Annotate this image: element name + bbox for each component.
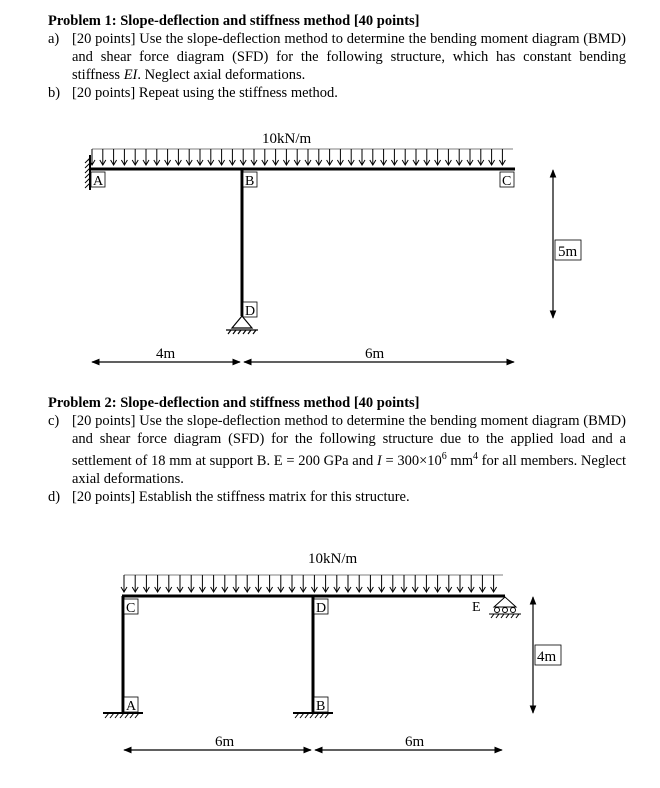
fig2-load-label: 10kN/m: [308, 551, 358, 567]
part-c-eq: = 300×10: [381, 452, 442, 469]
part-c-text-end: for all members. Neglect axial deformations.: [72, 452, 627, 487]
fig2-roller-support-e: [489, 597, 521, 618]
fig2-node-a-text: A: [126, 699, 137, 714]
fig1-span-bc-label: 6m: [365, 346, 385, 362]
fig2-fixed-support-a: [103, 713, 143, 718]
part-d-text: [20 points] Establish the stiffness matrix for this structure.: [72, 488, 410, 505]
part-d-label: d): [48, 488, 61, 505]
fig1-node-a-text: A: [93, 174, 104, 189]
fig2-node-label-a: [124, 697, 138, 714]
fig2-node-label-d: [314, 599, 328, 616]
fig2-node-label-e: [472, 600, 481, 615]
fig1-node-d-text: D: [245, 304, 256, 319]
fig1-height-text: 5m: [558, 244, 578, 260]
fig2-height-text: 4m: [537, 649, 557, 665]
fig1-node-c-text: C: [502, 174, 512, 189]
fig2-node-label-c: [124, 599, 138, 616]
fig2-distributed-load: [121, 575, 503, 592]
fig1-node-b-text: B: [245, 174, 255, 189]
part-b-label: b): [48, 85, 61, 101]
part-a-ei: EI: [123, 67, 138, 83]
problem-1-title: Problem 1: Slope-deflection and stiffness method [40 points]: [48, 13, 420, 29]
part-a-text-end: . Neglect axial deformations.: [137, 67, 306, 83]
fig2-height-label: [535, 645, 561, 665]
part-c-label: c): [48, 413, 60, 429]
part-b-text: [20 points] Repeat using the stiffness method.: [72, 85, 338, 101]
part-c-exp6: 6: [441, 451, 447, 462]
part-c-i-symbol: I: [376, 452, 382, 469]
fig1-load-label: 10kN/m: [262, 131, 312, 147]
fig2-node-d-text: D: [316, 601, 327, 616]
fig2-span-2-label: 6m: [405, 734, 425, 750]
fig2-span-1-label: 6m: [215, 734, 235, 750]
part-c-exp4: 4: [473, 451, 478, 462]
fig2-node-e-text: E: [472, 600, 481, 615]
fig2-node-label-b: [314, 697, 328, 714]
fig2-node-c-text: C: [126, 601, 136, 616]
fig1-span-ab-label: 4m: [156, 346, 176, 362]
fig2-node-b-text: B: [316, 699, 326, 714]
part-c-mm: mm: [446, 452, 473, 469]
fig2-fixed-support-b: [293, 713, 333, 718]
part-c-text-main: [20 points] Use the slope-deflection method to determine the bending moment diagram (BMD) and shear force diagram (SFD) for the following structure due to the applied load and a settlement of 18 mm at support B. E = 200 GPa and: [72, 413, 626, 469]
part-a-text-main: [20 points] Use the slope-deflection method to determine the bending moment diagram (BMD) and shear force diagram (SFD) for the following structure, which has constant bending stiffness: [72, 31, 626, 83]
part-a-label: a): [48, 31, 60, 47]
problem-2-title: Problem 2: Slope-deflection and stiffness method [40 points]: [48, 395, 420, 411]
